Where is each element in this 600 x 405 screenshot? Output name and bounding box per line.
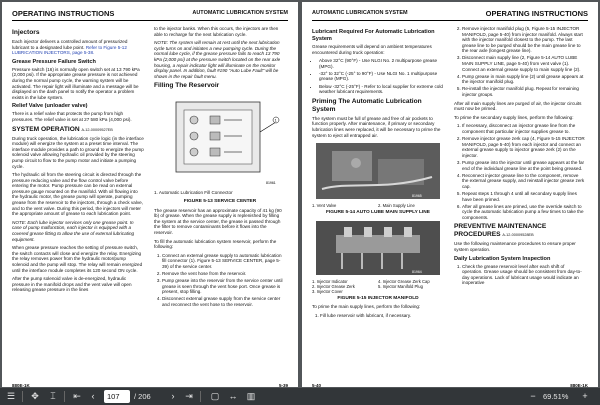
paragraph: Grease requirements will depend on ambient temperatures encountered during truck operation: bbox=[312, 44, 432, 55]
footer-model: 880E-1K bbox=[570, 383, 588, 387]
page-header bbox=[312, 8, 588, 21]
pan-tool-icon[interactable]: ✥ bbox=[31, 391, 39, 401]
list-item: 3. Disconnect main supply line (2, Figure 5-14 AUTO LUBE MAIN SUPPLY LINE, page 5-40) from vent valve (1). Connect an external grease supply to main supply line (2). bbox=[462, 55, 586, 72]
zoom-out-icon[interactable]: − bbox=[530, 391, 536, 401]
paragraph: To prime the main supply lines, perform the following: bbox=[312, 304, 421, 310]
paragraph: To prime the secondary supply lines, perform the following: bbox=[454, 114, 574, 120]
list-item: 3. Pump grease into the injector until grease appears at the far end of the individual grease line at the point being greased. bbox=[462, 160, 586, 171]
list-item: 2. Remove injector grease zerk cap (4, Figure 5-15 INJECTOR MANIFOLD, page 5-40) from each injector and connect an external grease supply to injector grease zerk (2) on the injector. bbox=[462, 136, 586, 158]
section-tag: A-12-00009528EB bbox=[502, 233, 534, 238]
fill-steps-list bbox=[154, 253, 286, 308]
heading-system-operation: SYSTEM OPERATION A-12-00009527EB bbox=[12, 125, 113, 133]
list-item: 5. Repeat steps 1 through 4 until all secondary supply lines have been primed. bbox=[462, 191, 586, 202]
heading-preventive-maintenance: PREVENTIVE MAINTENANCE PROCEDURES A-12-00009528EB bbox=[454, 223, 547, 239]
note: NOTE: The system will remain at rest until the next lubrication cycle turns on and initiates a new pumping cycle. During the normal lube cycle, if the grease pressure fails to reach 13 790 kPa (2,000 psi) at the pressure switch located on the rear axle housing, a repair indicator light will illuminate on the monitor display panel. In addition, fault #190 "Auto Lube Fault" will be shown in the repair fault menu. bbox=[154, 40, 281, 79]
list-item: 5. Re-install the injector manifold plug. Repeat for remaining injector groups. bbox=[462, 86, 586, 97]
paragraph: The grease reservoir has an approximate capacity of 41 kg (90 lb) of grease. When the grease supply is replenished by filling the system at the service center, the grease is passed through the filter to remove contaminants before it flows into the reservoir. bbox=[154, 207, 282, 235]
heading-filling-reservoir: Filling The Reservoir bbox=[154, 82, 220, 90]
first-page-icon[interactable]: ⇤ bbox=[73, 391, 81, 401]
zoom-level[interactable]: 69.51% bbox=[543, 392, 569, 401]
paragraph: Pressure switch (16) is normally open switch set at 13 790 kPa (2,000 psi). If the appropriate grease pressure is not achieved during the normal pump cycle, the warning system will be activated. The repair light will illuminate and a message will be displayed on the dash panel to notify the operator a problem exists in the lube system. bbox=[12, 66, 140, 100]
service-center-illustration bbox=[154, 92, 286, 188]
paragraph: When grease pressure reaches the setting of pressure switch, the switch contacts will close and energize the relay. Energizing the relay removes power from the hydraulic motor/pump solenoid and the pump will stop. The relay will remain energized until the interface module completes its 120 second ON cycle. bbox=[12, 245, 143, 273]
paragraph: Use the following maintenance procedures to ensure proper system operation. bbox=[454, 241, 576, 252]
toolbar-divider bbox=[64, 391, 65, 402]
header-section-title: OPERATING INSTRUCTIONS bbox=[485, 9, 588, 18]
figure-number: 81961 bbox=[266, 181, 276, 186]
page-5-40 bbox=[302, 2, 598, 387]
footer-model: 880E-1K bbox=[12, 383, 30, 387]
temperature-list bbox=[312, 58, 444, 95]
legend-item: 1. Injector Indicator bbox=[312, 278, 348, 284]
page-5-39 bbox=[2, 2, 298, 387]
prime-steps-list-continued bbox=[454, 26, 586, 98]
heading-lubricant-required: Lubricant Required For Automatic Lubrication System bbox=[312, 29, 435, 42]
list-item: 2. Remove injector manifold plug (5, Figure 5-15 INJECTOR MANIFOLD, page 5-40) from injector manifold. Always start with the injector manifold closest to the pump. The last grease line to be purged should be the main grease line to the rear axle (longest grease line). bbox=[462, 26, 586, 54]
list-item: • Above 32°C (90°F) - Use NLGI No. 2 multipurpose grease (MPG). bbox=[319, 58, 444, 69]
figure-caption: FIGURE 5-14 AUTO LUBE MAIN SUPPLY LINE bbox=[326, 210, 430, 216]
header-chapter-title: AUTOMATIC LUBRICATION SYSTEM bbox=[192, 10, 288, 16]
paragraph: to the injector banks. When this occurs, the injectors are then able to recharge for the next lubrication cycle. bbox=[154, 26, 279, 37]
paragraph: To fill the automatic lubrication system reservoir, perform the following: bbox=[154, 238, 277, 250]
heading-priming: Priming The Automatic Lubrication System bbox=[312, 97, 422, 113]
toolbar-divider bbox=[200, 391, 201, 402]
fit-width-icon[interactable]: ↔ bbox=[228, 391, 238, 401]
paragraph: The hydraulic oil from the steering circuit is directed through the pressure reducing valve and the flow control valve before entering the motor. Pump pressure can be read on external pressure gauge mounted on the manifold. With oil flowing into the hydraulic motor, the grease pump will operate, pumping grease from the reservoir to the injectors, through a check valve, and to the vent valve. During this period, the injectors will meter the appropriate amount of grease to each lubrication point. bbox=[12, 172, 143, 217]
injector-manifold-photo bbox=[312, 219, 444, 277]
header-section-title: OPERATING INSTRUCTIONS bbox=[12, 9, 115, 18]
list-item: 1. Check the grease reservoir level after each shift of operation. Grease usage should be consistent from day-to-day operations. Lack of lubricant usage would indicate an inoperative bbox=[462, 264, 586, 286]
legend-item: 3. Injector Cover bbox=[312, 288, 343, 294]
figure-number: 81965 bbox=[412, 194, 422, 199]
list-item: 3. Pump grease into the reservoir from the service center until grease is seen through the vent hose port. Once grease is present, stop filling. bbox=[162, 278, 286, 295]
list-item: • -32° to 32°C (-25° to 90°F) - Use NLGI No. 1 multipurpose grease (MPG). bbox=[319, 71, 444, 82]
secondary-steps-list bbox=[454, 123, 586, 220]
figure-main-supply-line bbox=[312, 141, 444, 201]
figure-legend: 1. Automatic Lubrication Fill Connector bbox=[154, 190, 233, 196]
pdf-toolbar bbox=[0, 388, 600, 405]
paragraph: During truck operation, the lubrication cycle logic (in the interface module) will energize the system at a preset time interval. The interface module provides a path to ground to energize the pump solenoid valve allowing hydraulic oil provided by the steering pump circuit to flow to the pump motor and initiate a pumping cycle. bbox=[12, 135, 144, 169]
next-page-icon[interactable]: › bbox=[171, 391, 175, 401]
left-column-1 bbox=[12, 26, 144, 296]
list-item: 1. Fill lube reservoir with lubricant, if necessary. bbox=[320, 313, 444, 319]
paragraph: There is a relief valve that protects the pump from high pressures. The relief valve is set at 27 580 kPa (4,000 psi). bbox=[12, 111, 132, 122]
prime-steps-list bbox=[312, 313, 444, 319]
legend-item: 2. Injector Grease Zerk bbox=[312, 283, 355, 289]
paragraph: Each injector delivers a controlled amount of pressurized lubricant to a designated lube point. bbox=[12, 39, 128, 50]
paragraph: After all main supply lines are purged of air, the injector circuits must now be primed. bbox=[454, 100, 582, 112]
note: NOTE: Each lube injector services only one grease point. In case of pump malfunction, each injector is equipped with a covered grease fitting to allow the use of external lubricating equipment. bbox=[12, 219, 135, 242]
figure-caption: FIGURE 5-13 SERVICE CENTER bbox=[183, 198, 257, 204]
legend-item: 2. Main Supply Line bbox=[378, 203, 415, 209]
zoom-in-icon[interactable]: + bbox=[582, 391, 588, 401]
legend-item: 1. Vent Valve bbox=[312, 203, 337, 209]
page-header bbox=[12, 8, 288, 21]
daily-steps-list bbox=[454, 264, 586, 286]
section-tag: A-12-00009527EB bbox=[81, 127, 113, 132]
paragraph: After the pump solenoid valve is de-energized, hydraulic pressure in the manifold drops and the vent valve will open releasing grease pressure in the lines bbox=[12, 276, 132, 293]
figure-legend bbox=[312, 203, 444, 208]
previous-page-icon[interactable]: ‹ bbox=[91, 391, 95, 401]
list-item: • Below -32°C (-25°F) - Refer to local supplier for extreme cold weather lubricant requirements. bbox=[319, 84, 444, 95]
figure-legend bbox=[312, 279, 444, 294]
header-chapter-title: AUTOMATIC LUBRICATION SYSTEM bbox=[312, 10, 408, 16]
legend-item: 4. Injector Grease Zerk Cap bbox=[378, 278, 430, 284]
list-item: 4. Disconnect external grease supply from the service center and reconnect the vent hose to the reservoir. bbox=[162, 296, 286, 307]
heading-injectors: Injectors bbox=[12, 29, 40, 36]
select-tool-icon[interactable]: ⌶ bbox=[50, 391, 56, 401]
list-item: 4. Pump grease in main supply line (2) until grease appears at the injector manifold plug. bbox=[462, 74, 586, 85]
toolbar-divider bbox=[22, 391, 23, 402]
figure-injector-manifold bbox=[312, 219, 444, 277]
footer-page-number: 5-40 bbox=[312, 383, 322, 387]
left-column-2 bbox=[154, 26, 286, 311]
list-item: 2. Remove the vent hose from the reservoir. bbox=[162, 271, 286, 277]
heading-relief-valve: Relief Valve (unloader valve) bbox=[12, 103, 88, 110]
page-number-input[interactable]: 107 bbox=[104, 390, 130, 403]
list-item: 1. If necessary, disconnect an injector grease line from the component that particular injector supplies grease to. bbox=[462, 123, 586, 134]
list-item: 6. After all grease lines are primed, use the override switch to cycle the automatic lubrication pump a few times to take the components. bbox=[462, 204, 586, 221]
figure-number: 81964 bbox=[412, 269, 422, 274]
last-page-icon[interactable]: ⇥ bbox=[185, 391, 193, 401]
figure-caption: FIGURE 5-15 INJECTOR MANIFOLD bbox=[337, 295, 419, 301]
figure-service-center bbox=[154, 92, 286, 188]
heading-pressure-failure-switch: Grease Pressure Failure Switch bbox=[12, 58, 96, 65]
paragraph: The system must be full of grease and free of air pockets to function properly. After maintenance, if primary or secondary lubrication lines were replaced, it will be necessary to prime the system to eject all entrapped air. bbox=[312, 115, 441, 138]
page-total: / 206 bbox=[134, 392, 151, 401]
svg-text:1: 1 bbox=[274, 117, 277, 123]
right-column-1 bbox=[312, 26, 444, 322]
footer-page-number: 5-39 bbox=[278, 383, 288, 387]
fit-page-icon[interactable]: ▢ bbox=[210, 391, 220, 401]
sidebar-toggle-icon[interactable]: ☰ bbox=[6, 391, 16, 401]
heading-daily-inspection: Daily Lubrication System Inspection bbox=[454, 255, 551, 262]
legend-item: 5. Injector Manifold Plug bbox=[378, 283, 423, 289]
two-page-view-icon[interactable]: ▥ bbox=[246, 391, 256, 401]
list-item: 4. Reconnect injector grease line to the component, remove the external grease supply, and reinstall injector grease zerk cap. bbox=[462, 173, 586, 190]
figure-link[interactable]: Refer to Figure 5-12 LUBRICATION INJECTORS, page 5-38. bbox=[12, 44, 127, 56]
right-column-2 bbox=[454, 26, 586, 289]
main-supply-line-photo bbox=[312, 141, 444, 201]
list-item: 1. Connect an external grease supply to automatic lubrication fill connector (1). Figure 5-13 SERVICE CENTER, page 5-39) of the service center. bbox=[162, 253, 286, 270]
